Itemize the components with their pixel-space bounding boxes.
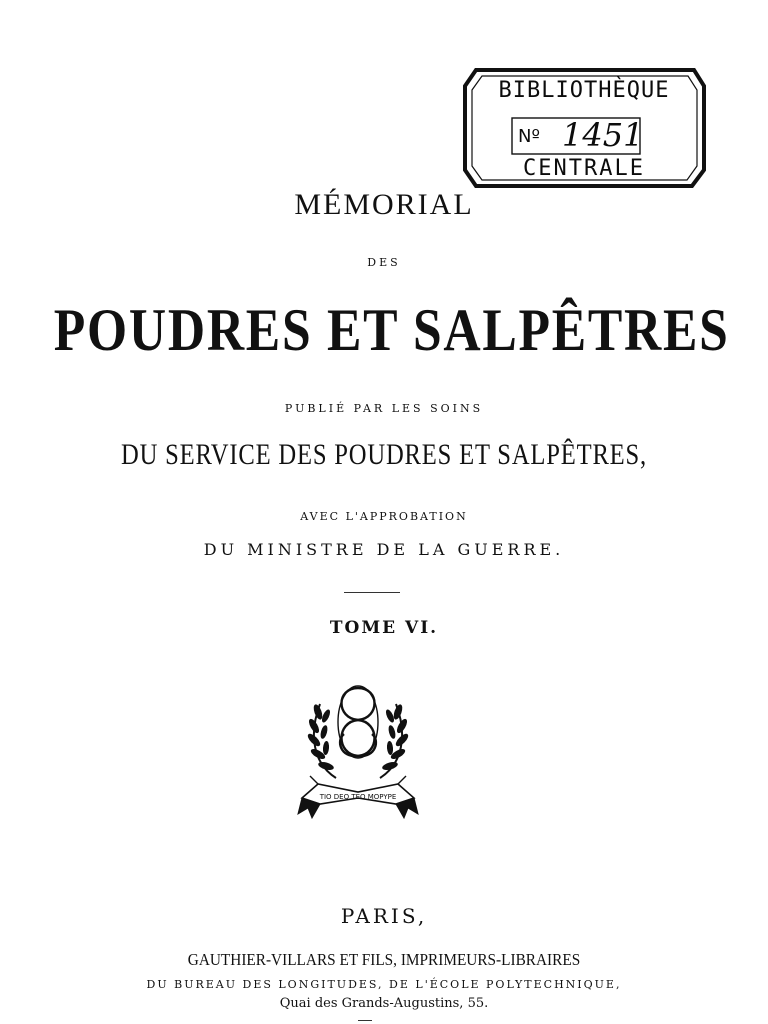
stamp-line-1: BIBLIOTHÈQUE [498,78,670,103]
emblem-motto: TIO DEO TEO MOPYPE [319,793,397,801]
main-title: POUDRES ET SALPÊTRES [53,297,730,363]
footer-rule [358,1020,372,1021]
stamp-line-2: CENTRALE [523,156,645,181]
imprint-bureau: DU BUREAU DES LONGITUDES, DE L'ÉCOLE POLYTECHNIQUE, [146,978,622,991]
subtitle-service: DU SERVICE DES POUDRES ET SALPÊTRES, [120,438,647,471]
stamp-number-label: Nº [518,126,540,147]
stamp-number-box [512,116,644,154]
divider-rule [344,592,400,593]
title-memorial: MÉMORIAL [294,188,474,221]
volume-label: TOME VI. [329,618,439,638]
library-stamp [462,66,706,190]
title-des: DES [367,256,401,269]
subtitle-ministre: DU MINISTRE DE LA GUERRE. [203,540,565,559]
stamp-number-value: 1451 [562,116,644,154]
wreath-monogram-icon [296,680,420,828]
subtitle-publie: PUBLIÉ PAR LES SOINS [284,402,484,415]
imprint-city: PARIS, [340,904,428,928]
subtitle-approbation: AVEC L'APPROBATION [300,510,468,523]
imprint-publisher: GAUTHIER-VILLARS ET FILS, IMPRIMEURS-LIBRAIRES [187,950,581,969]
imprint-address: Quai des Grands-Augustins, 55. [279,996,489,1011]
